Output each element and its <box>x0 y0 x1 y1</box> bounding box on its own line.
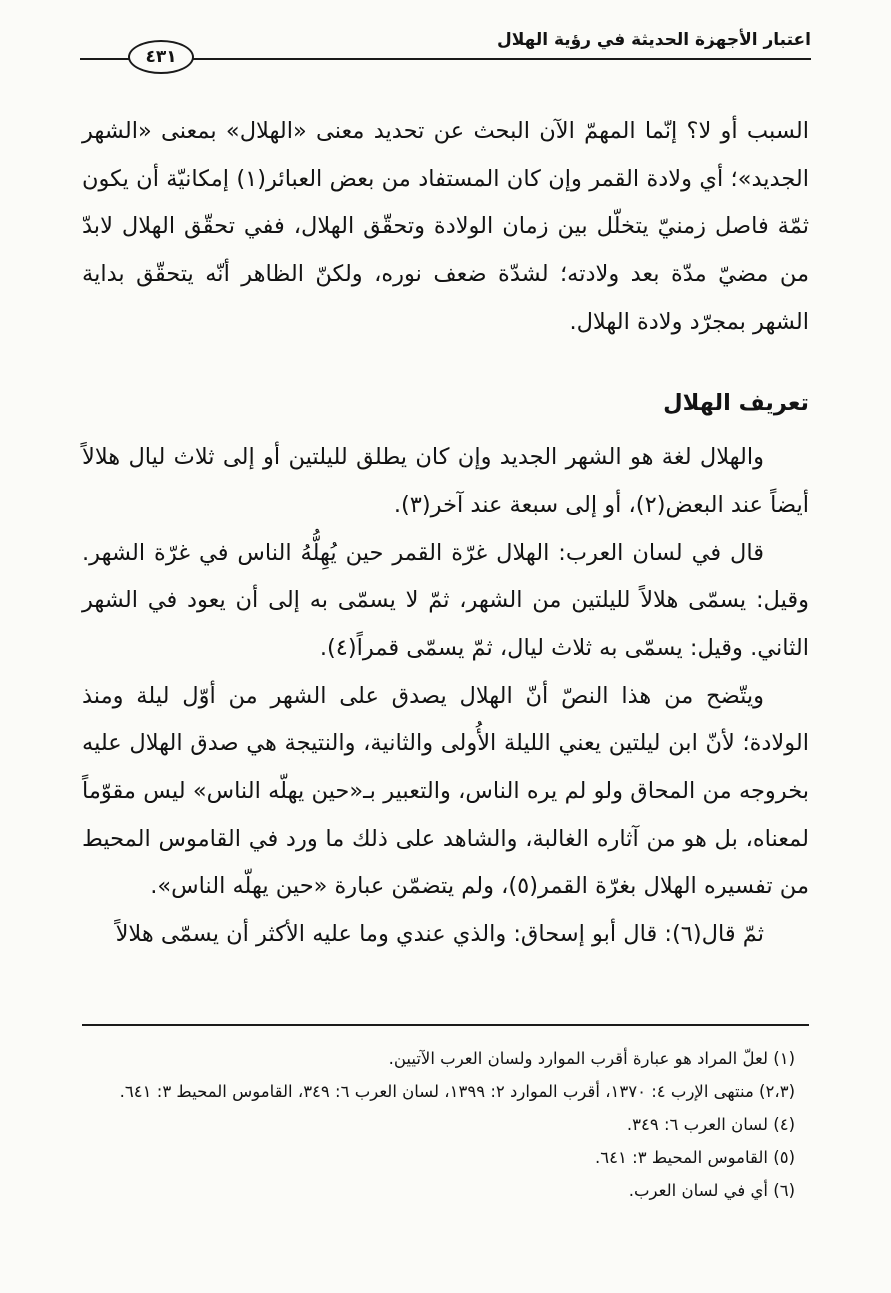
footnote: (٥) القاموس المحيط ٣: ٦٤١. <box>595 1148 795 1167</box>
footnotes-section <box>82 1024 809 1207</box>
main-text <box>82 108 809 959</box>
footnote: (٢،٣) منتهى الإرب ٤: ١٣٧٠، أقرب الموارد ٢: ١٣٩٩، لسان العرب ٦: ٣٤٩، القاموس المحيط ٣: ٦٤١. <box>119 1082 795 1101</box>
paragraph: ثمّ قال(٦): قال أبو إسحاق: والذي عندي وما عليه الأكثر أن يسمّى هلالاً <box>115 921 764 947</box>
section-heading: تعريف الهلال <box>663 390 809 417</box>
page-number: ٤٣١ <box>145 47 177 67</box>
footnote: (٦) أي في لسان العرب. <box>628 1181 795 1200</box>
paragraph: ويتّضح من هذا النصّ أنّ الهلال يصدق على الشهر من أوّل ليلة ومنذ الولادة؛ لأنّ ابن ليلتين يعني الليلة الأُولى والثانية، والنتيجة هي صدق الهلال عليه بخروجه من المحاق ولو لم يره الناس، والتعبير بـ«حين يهلّه الناس» ليس مقوّماً لمعناه، بل هو من آثاره الغالبة، والشاهد على ذلك ما ورد في القاموس المحيط من تفسيره الهلال بغرّة القمر(٥)، ولم يتضمّن عبارة «حين يهلّه الناس». <box>82 682 809 900</box>
paragraph: والهلال لغة هو الشهر الجديد وإن كان يطلق لليلتين أو إلى ثلاث ليال هلالاً أيضاً عند البعض(٢)، أو إلى سبعة عند آخر(٣). <box>82 444 809 518</box>
footnote: (٤) لسان العرب ٦: ٣٤٩. <box>626 1115 795 1134</box>
paragraph: السبب أو لا؟ إنّما المهمّ الآن البحث عن تحديد معنى «الهلال» بمعنى «الشهر الجديد»؛ أي ولادة القمر وإن كان المستفاد من بعض العبائر(١) إمكانيّة أن يكون ثمّة فاصل زمنيّ يتخلّل بين زمان الولادة وتحقّق الهلال، ففي تحقّق الهلال لابدّ من مضيّ مدّة بعد ولادته؛ لشدّة ضعف نوره، ولكنّ الظاهر أنّه يتحقّق بداية الشهر بمجرّد ولادة الهلال. <box>82 118 809 335</box>
footnote: (١) لعلّ المراد هو عبارة أقرب الموارد ولسان العرب الآتيين. <box>388 1049 795 1068</box>
page-header <box>80 30 811 67</box>
paragraph: قال في لسان العرب: الهلال غرّة القمر حين يُهِلُّهُ الناس في غرّة الشهر. وقيل: يسمّى هلالاً لليلتين من الشهر، ثمّ لا يسمّى به إلى أن يعود في الشهر الثاني. وقيل: يسمّى به ثلاث ليال، ثمّ يسمّى قمراً(٤). <box>82 539 809 661</box>
page-number-badge <box>128 40 194 74</box>
header-title: اعتبار الأجهزة الحديثة في رؤية الهلال <box>496 30 811 50</box>
